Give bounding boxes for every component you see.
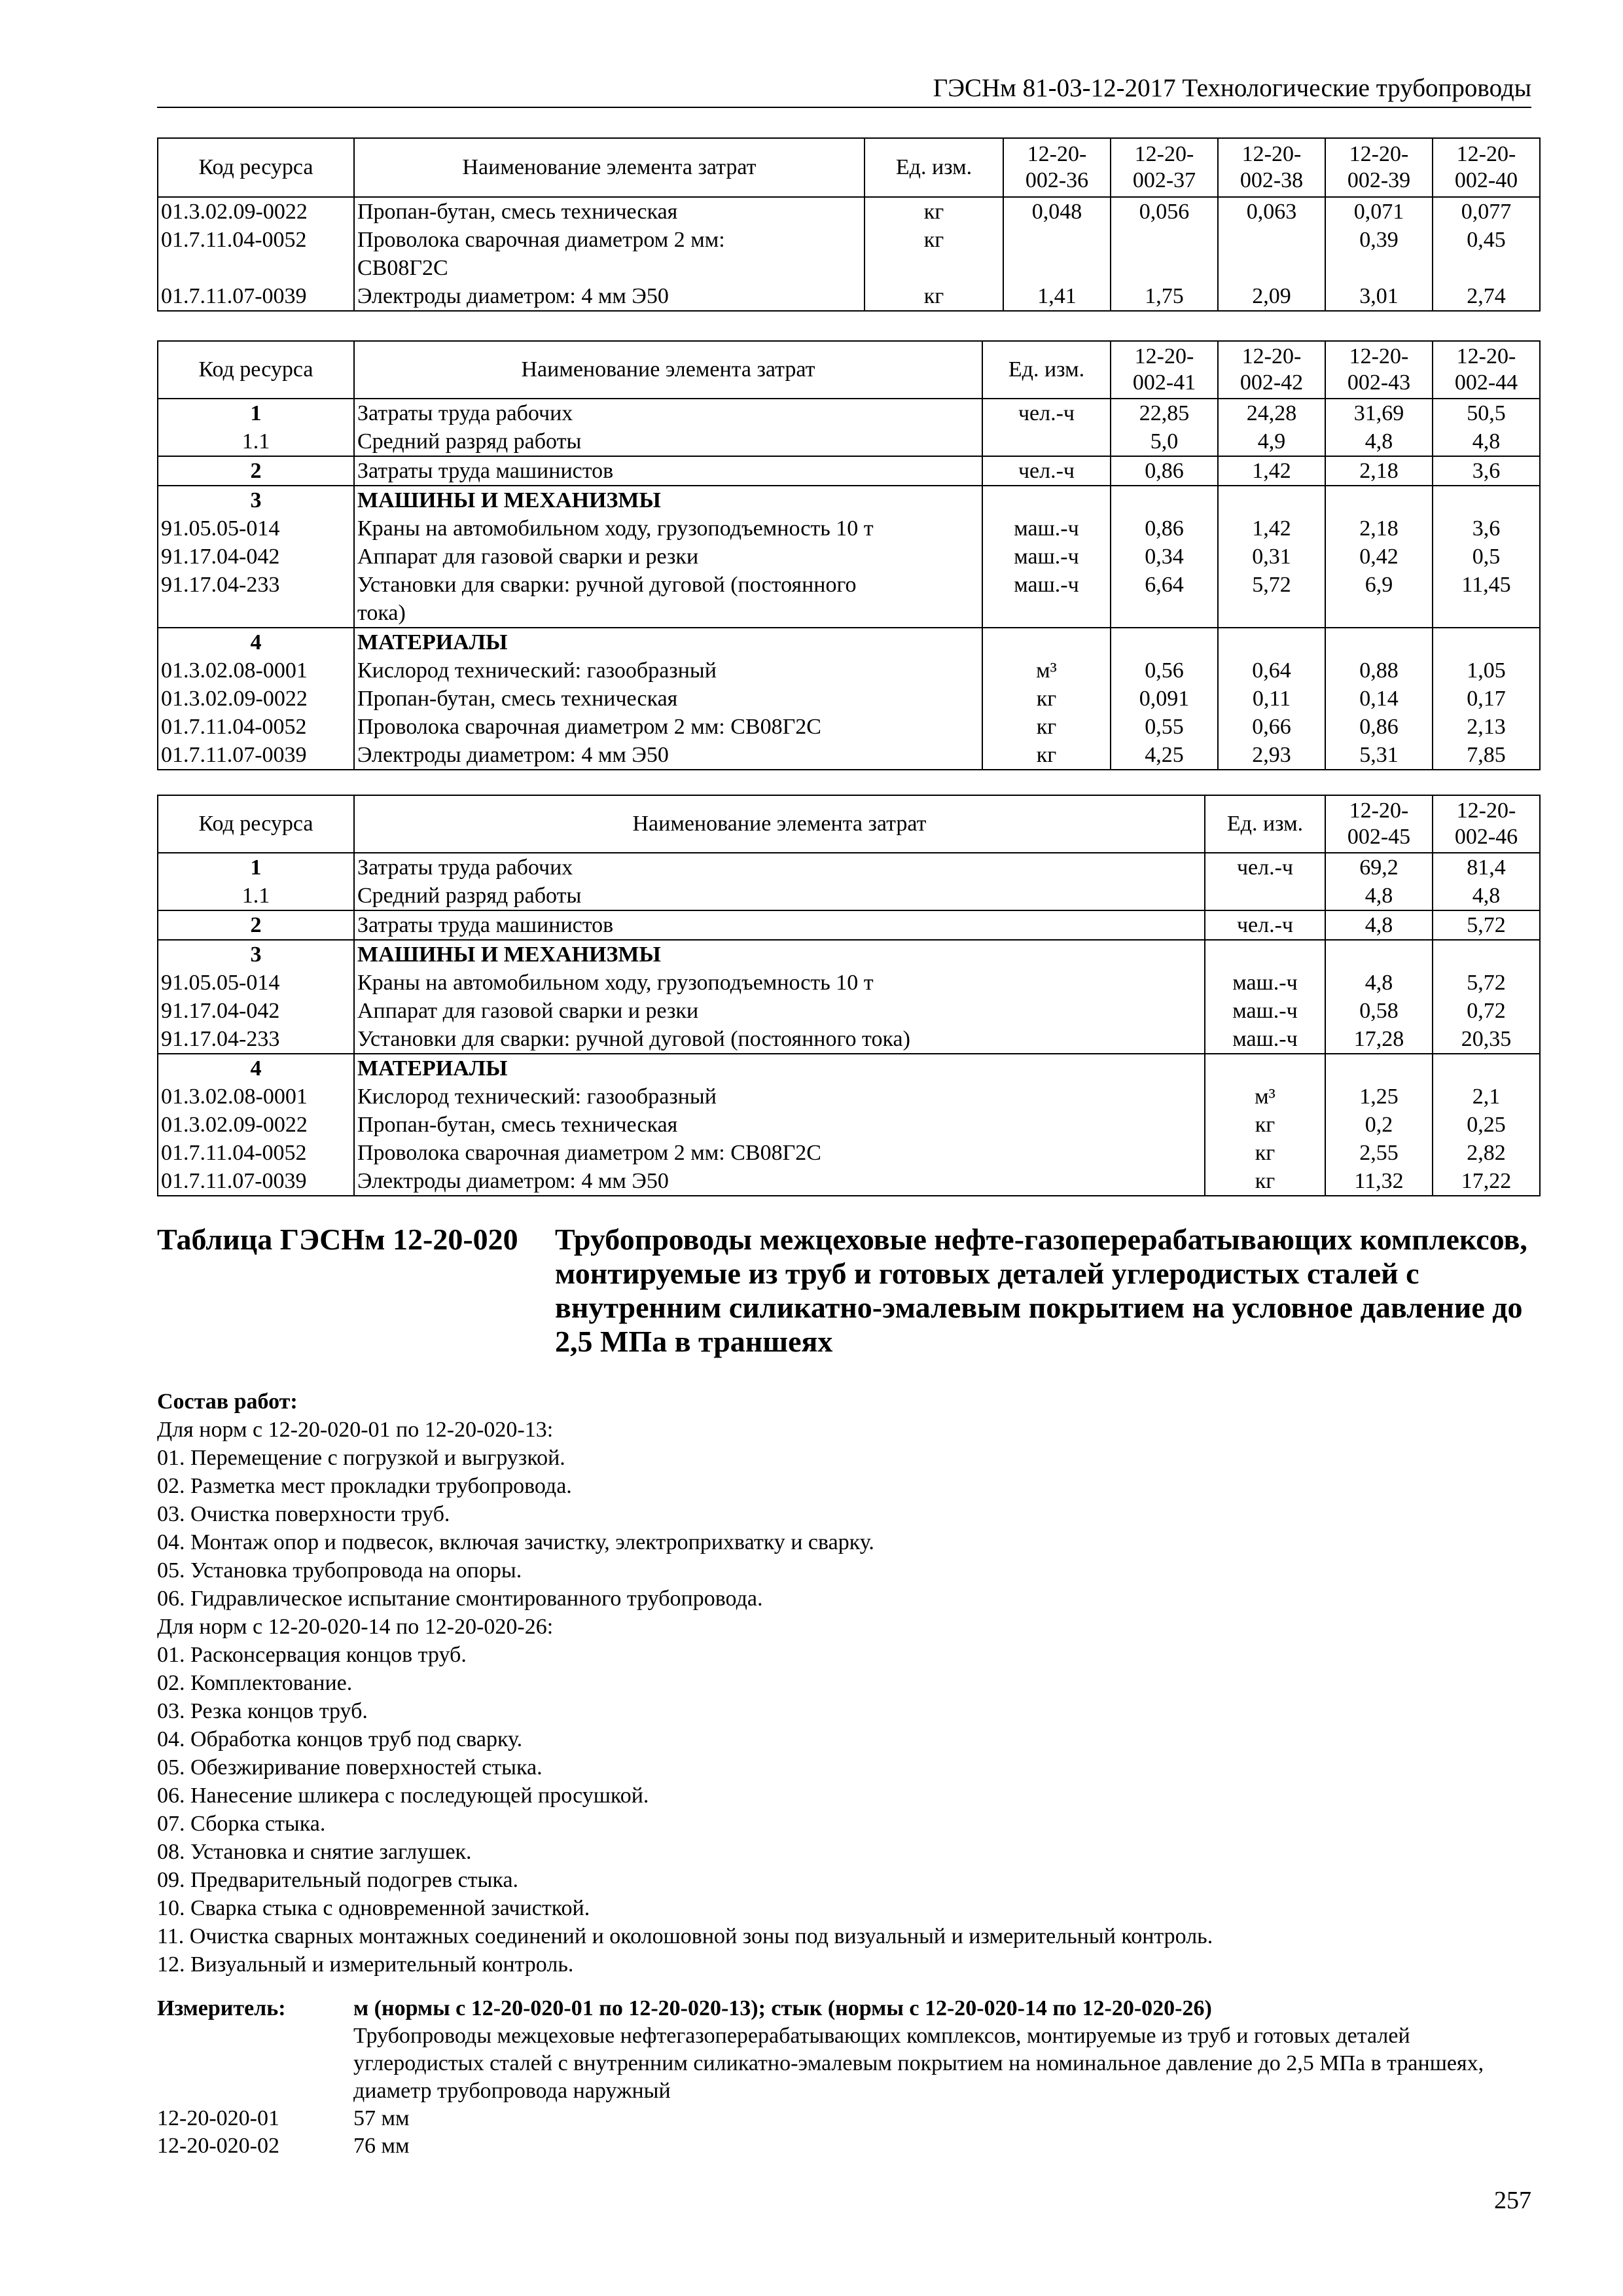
cell-code: 01.3.02.09-0022 <box>158 1111 354 1139</box>
cell-code: 2 <box>158 456 354 486</box>
table-row <box>158 486 1540 514</box>
table-row <box>158 514 1540 543</box>
work-line: 05. Установка трубопровода на опоры. <box>157 1558 522 1583</box>
col-header: 12-20- 002-41 <box>1111 341 1218 399</box>
cell-name: тока) <box>354 599 982 628</box>
cell-value: 0,091 <box>1111 685 1218 713</box>
meter-heading: м (нормы с 12-20-020-01 по 12-20-020-13); стык (нормы с 12-20-020-14 по 12-20-020-26) <box>353 1996 1212 2020</box>
work-line: 04. Монтаж опор и подвесок, включая зачистку, электроприхватку и сварку. <box>157 1530 874 1554</box>
meter-item-value: 57 мм <box>353 2106 410 2130</box>
cell-value: 3,6 <box>1433 456 1540 486</box>
cell-unit: маш.-ч <box>1205 1025 1325 1054</box>
col-header: 12-20- 002-40 <box>1433 138 1540 197</box>
cell-code: 1.1 <box>158 427 354 456</box>
cell-value <box>1433 940 1540 969</box>
col-header: Ед. изм. <box>1205 795 1325 853</box>
cell-name: Проволока сварочная диаметром 2 мм: СВ08Г2С <box>354 713 982 741</box>
col-header: 12-20- 002-39 <box>1325 138 1433 197</box>
cell-value: 1,42 <box>1218 456 1325 486</box>
cell-unit: кг <box>982 741 1111 770</box>
cell-value <box>1433 254 1540 282</box>
cell-code: 4 <box>158 628 354 656</box>
table-row <box>158 254 1540 282</box>
col-header: Наименование элемента затрат <box>354 795 1205 853</box>
table-label: Таблица ГЭСНм 12-20-020 <box>157 1223 518 1256</box>
cell-name: Электроды диаметром: 4 мм Э50 <box>354 1167 1205 1196</box>
cell-value: 6,64 <box>1111 571 1218 599</box>
cost-table-2 <box>157 340 1541 770</box>
cell-unit <box>1205 940 1325 969</box>
cell-value: 5,31 <box>1325 741 1433 770</box>
cell-value: 2,1 <box>1433 1083 1540 1111</box>
cell-unit <box>1205 882 1325 910</box>
cell-code: 01.7.11.07-0039 <box>158 282 354 311</box>
cell-value: 0,063 <box>1218 197 1325 226</box>
work-line: 01. Расконсервация концов труб. <box>157 1643 467 1667</box>
table-row <box>158 656 1540 685</box>
cell-value <box>1218 628 1325 656</box>
cell-value: 17,22 <box>1433 1167 1540 1196</box>
cell-value: 11,45 <box>1433 571 1540 599</box>
cell-unit <box>982 628 1111 656</box>
cell-value: 1,42 <box>1218 514 1325 543</box>
table-row <box>158 571 1540 599</box>
cell-code: 3 <box>158 940 354 969</box>
cell-unit: маш.-ч <box>982 543 1111 571</box>
work-composition <box>157 1388 1213 1979</box>
cell-unit <box>982 599 1111 628</box>
cell-value <box>1325 1054 1433 1083</box>
cell-value: 2,09 <box>1218 282 1325 311</box>
table-row <box>158 969 1540 997</box>
work-heading: Состав работ: <box>157 1390 298 1414</box>
cell-code: 1.1 <box>158 882 354 910</box>
cell-name: Аппарат для газовой сварки и резки <box>354 997 1205 1025</box>
work-line: 11. Очистка сварных монтажных соединений и околошовной зоны под визуальный и измерительный контроль. <box>157 1924 1213 1948</box>
table-row <box>158 1111 1540 1139</box>
cell-code: 3 <box>158 486 354 514</box>
cell-name: Кислород технический: газообразный <box>354 656 982 685</box>
cell-value <box>1218 226 1325 254</box>
table-heading: Трубопроводы межцеховые нефте-газоперерабатывающих комплексов, монтируемые из труб и готовых деталей углеродистых сталей с внутренним силикатно-эмалевым покрытием на условное давление до 2,5 МПа в траншеях <box>555 1223 1527 1358</box>
work-line: 12. Визуальный и измерительный контроль. <box>157 1952 574 1977</box>
cell-unit: маш.-ч <box>1205 969 1325 997</box>
table-row <box>158 456 1540 486</box>
cell-value: 3,01 <box>1325 282 1433 311</box>
page-number: 257 <box>1494 2187 1531 2214</box>
cell-name: МАТЕРИАЛЫ <box>354 628 982 656</box>
cell-code <box>158 599 354 628</box>
meter-item-code: 12-20-020-02 <box>157 2134 279 2158</box>
cell-value: 0,048 <box>1003 197 1111 226</box>
cell-name: МАШИНЫ И МЕХАНИЗМЫ <box>354 940 1205 969</box>
meter-item-code: 12-20-020-01 <box>157 2106 279 2130</box>
table-row <box>158 197 1540 226</box>
cell-name: Средний разряд работы <box>354 427 982 456</box>
work-line: 02. Комплектование. <box>157 1671 353 1695</box>
table-header-row <box>158 795 1540 853</box>
cell-value: 0,2 <box>1325 1111 1433 1139</box>
col-header: Код ресурса <box>158 795 354 853</box>
cell-unit: чел.-ч <box>1205 910 1325 940</box>
cell-value: 0,056 <box>1111 197 1218 226</box>
meter-label: Измеритель: <box>157 1996 286 2020</box>
cell-value <box>1111 254 1218 282</box>
cell-value <box>1111 486 1218 514</box>
cell-value: 5,0 <box>1111 427 1218 456</box>
cell-unit <box>982 427 1111 456</box>
cell-value: 4,8 <box>1433 882 1540 910</box>
cell-unit: кг <box>1205 1111 1325 1139</box>
cell-unit: кг <box>982 685 1111 713</box>
cell-unit <box>1205 1054 1325 1083</box>
cell-unit: кг <box>865 226 1003 254</box>
work-line: Для норм с 12-20-020-14 по 12-20-020-26: <box>157 1615 554 1639</box>
cell-unit: кг <box>1205 1139 1325 1167</box>
cell-name: Пропан-бутан, смесь техническая <box>354 197 865 226</box>
table-row <box>158 628 1540 656</box>
cell-name: Средний разряд работы <box>354 882 1205 910</box>
cell-code: 01.7.11.04-0052 <box>158 1139 354 1167</box>
meter-item-value: 76 мм <box>353 2134 410 2158</box>
cell-value: 0,14 <box>1325 685 1433 713</box>
cell-value: 81,4 <box>1433 853 1540 882</box>
work-line: 03. Резка концов труб. <box>157 1699 368 1723</box>
meter-description: Трубопроводы межцеховые нефтегазоперерабатывающих комплексов, монтируемые из труб и готовых деталей углеродистых сталей с внутренним силикатно-эмалевым покрытием на номинальное давление до 2,5 МПа в траншеях, диаметр трубопровода наружный <box>353 2024 1484 2103</box>
cell-value <box>1218 254 1325 282</box>
cell-code: 01.7.11.07-0039 <box>158 1167 354 1196</box>
cell-code: 01.3.02.09-0022 <box>158 685 354 713</box>
cell-unit: чел.-ч <box>982 456 1111 486</box>
cost-table-1 <box>157 137 1541 312</box>
cell-value <box>1218 486 1325 514</box>
cell-value: 0,34 <box>1111 543 1218 571</box>
col-header: Наименование элемента затрат <box>354 138 865 197</box>
cell-code: 01.3.02.09-0022 <box>158 197 354 226</box>
col-header: 12-20- 002-44 <box>1433 341 1540 399</box>
cost-table-3 <box>157 795 1541 1196</box>
cell-value: 7,85 <box>1433 741 1540 770</box>
table-row <box>158 599 1540 628</box>
col-header: 12-20- 002-46 <box>1433 795 1540 853</box>
cell-value <box>1433 486 1540 514</box>
cell-code: 91.05.05-014 <box>158 514 354 543</box>
work-line: 10. Сварка стыка с одновременной зачисткой. <box>157 1896 590 1920</box>
cell-value: 0,88 <box>1325 656 1433 685</box>
work-line: 08. Установка и снятие заглушек. <box>157 1840 472 1864</box>
col-header: 12-20- 002-43 <box>1325 341 1433 399</box>
cell-name: Электроды диаметром: 4 мм Э50 <box>354 741 982 770</box>
cell-value <box>1111 599 1218 628</box>
cell-code: 1 <box>158 853 354 882</box>
table-row <box>158 1167 1540 1196</box>
cell-value: 4,8 <box>1325 427 1433 456</box>
cell-value: 69,2 <box>1325 853 1433 882</box>
cell-value: 0,45 <box>1433 226 1540 254</box>
cell-unit: м³ <box>982 656 1111 685</box>
col-header: Код ресурса <box>158 138 354 197</box>
cell-unit <box>982 486 1111 514</box>
cell-code: 2 <box>158 910 354 940</box>
col-header: Код ресурса <box>158 341 354 399</box>
cell-value <box>1325 486 1433 514</box>
cell-value <box>1111 226 1218 254</box>
cell-value: 0,077 <box>1433 197 1540 226</box>
cell-value: 0,86 <box>1111 514 1218 543</box>
cell-value: 5,72 <box>1433 910 1540 940</box>
cell-value: 50,5 <box>1433 399 1540 427</box>
cell-value <box>1218 599 1325 628</box>
cell-code: 91.17.04-042 <box>158 543 354 571</box>
cell-unit: кг <box>982 713 1111 741</box>
cell-value: 2,18 <box>1325 456 1433 486</box>
cell-value: 4,8 <box>1433 427 1540 456</box>
cell-value: 6,9 <box>1325 571 1433 599</box>
cell-value: 0,86 <box>1325 713 1433 741</box>
col-header: 12-20- 002-38 <box>1218 138 1325 197</box>
cell-value: 2,55 <box>1325 1139 1433 1167</box>
cell-value: 1,75 <box>1111 282 1218 311</box>
work-line: 02. Разметка мест прокладки трубопровода. <box>157 1474 572 1498</box>
work-line: 05. Обезжиривание поверхностей стыка. <box>157 1755 543 1780</box>
work-line: 07. Сборка стыка. <box>157 1812 326 1836</box>
cell-name: Краны на автомобильном ходу, грузоподъемность 10 т <box>354 969 1205 997</box>
cell-value <box>1325 254 1433 282</box>
table-row <box>158 882 1540 910</box>
cell-value: 24,28 <box>1218 399 1325 427</box>
col-header: 12-20- 002-36 <box>1003 138 1111 197</box>
cell-code: 01.7.11.07-0039 <box>158 741 354 770</box>
cell-value <box>1433 628 1540 656</box>
table-row <box>158 997 1540 1025</box>
cell-name: Кислород технический: газообразный <box>354 1083 1205 1111</box>
table-row <box>158 427 1540 456</box>
cell-unit: м³ <box>1205 1083 1325 1111</box>
cell-code: 91.17.04-233 <box>158 571 354 599</box>
cell-code: 91.17.04-042 <box>158 997 354 1025</box>
cell-name: Установки для сварки: ручной дуговой (постоянного тока) <box>354 1025 1205 1054</box>
cell-name: Проволока сварочная диаметром 2 мм: <box>354 226 865 254</box>
table-row <box>158 399 1540 427</box>
work-line: 06. Гидравлическое испытание смонтированного трубопровода. <box>157 1587 763 1611</box>
cell-value: 2,82 <box>1433 1139 1540 1167</box>
cell-code: 01.3.02.08-0001 <box>158 1083 354 1111</box>
cell-value: 0,58 <box>1325 997 1433 1025</box>
cell-value: 4,25 <box>1111 741 1218 770</box>
table-row <box>158 685 1540 713</box>
cell-name: Пропан-бутан, смесь техническая <box>354 685 982 713</box>
page-header <box>157 73 1531 108</box>
cell-code: 01.7.11.04-0052 <box>158 226 354 254</box>
cell-name: СВ08Г2С <box>354 254 865 282</box>
work-line: 06. Нанесение шликера с последующей просушкой. <box>157 1784 649 1808</box>
cell-unit: маш.-ч <box>982 514 1111 543</box>
table-row <box>158 1025 1540 1054</box>
work-line: 09. Предварительный подогрев стыка. <box>157 1868 519 1892</box>
cell-value: 2,93 <box>1218 741 1325 770</box>
cell-value: 17,28 <box>1325 1025 1433 1054</box>
table-row <box>158 1054 1540 1083</box>
table-row <box>158 543 1540 571</box>
col-header: 12-20- 002-45 <box>1325 795 1433 853</box>
table-row <box>158 910 1540 940</box>
cell-code: 91.05.05-014 <box>158 969 354 997</box>
table-header-row <box>158 138 1540 197</box>
cell-code: 4 <box>158 1054 354 1083</box>
cell-value <box>1325 628 1433 656</box>
cell-value: 0,66 <box>1218 713 1325 741</box>
cell-name: Затраты труда рабочих <box>354 853 1205 882</box>
cell-value: 2,13 <box>1433 713 1540 741</box>
table-row <box>158 853 1540 882</box>
col-header: Ед. изм. <box>982 341 1111 399</box>
cell-value: 0,17 <box>1433 685 1540 713</box>
cell-value: 2,74 <box>1433 282 1540 311</box>
cell-value: 5,72 <box>1433 969 1540 997</box>
cell-value: 0,071 <box>1325 197 1433 226</box>
col-header: Ед. изм. <box>865 138 1003 197</box>
col-header: Наименование элемента затрат <box>354 341 982 399</box>
cell-name: Затраты труда рабочих <box>354 399 982 427</box>
cell-value <box>1003 254 1111 282</box>
cell-value <box>1433 1054 1540 1083</box>
cell-code <box>158 254 354 282</box>
cell-value: 31,69 <box>1325 399 1433 427</box>
cell-code: 91.17.04-233 <box>158 1025 354 1054</box>
cell-name: Затраты труда машинистов <box>354 456 982 486</box>
cell-name: Установки для сварки: ручной дуговой (постоянного <box>354 571 982 599</box>
cell-name: Проволока сварочная диаметром 2 мм: СВ08Г2С <box>354 1139 1205 1167</box>
cell-value: 0,5 <box>1433 543 1540 571</box>
cell-code: 01.3.02.08-0001 <box>158 656 354 685</box>
work-line: Для норм с 12-20-020-01 по 12-20-020-13: <box>157 1418 554 1442</box>
table-row <box>158 226 1540 254</box>
cell-value: 4,8 <box>1325 882 1433 910</box>
cell-value: 0,55 <box>1111 713 1218 741</box>
table-row <box>158 713 1540 741</box>
table-row <box>158 282 1540 311</box>
header-title: ГЭСНм 81-03-12-2017 Технологические трубопроводы <box>933 74 1531 102</box>
cell-name: Пропан-бутан, смесь техническая <box>354 1111 1205 1139</box>
cell-value: 1,25 <box>1325 1083 1433 1111</box>
cell-unit: маш.-ч <box>982 571 1111 599</box>
cell-code: 01.7.11.04-0052 <box>158 713 354 741</box>
cell-value: 0,31 <box>1218 543 1325 571</box>
cell-value: 5,72 <box>1218 571 1325 599</box>
table-row <box>158 1083 1540 1111</box>
cell-name: Краны на автомобильном ходу, грузоподъемность 10 т <box>354 514 982 543</box>
cell-code: 1 <box>158 399 354 427</box>
cell-value <box>1325 599 1433 628</box>
cell-value <box>1111 628 1218 656</box>
cell-unit: кг <box>1205 1167 1325 1196</box>
cell-value: 4,8 <box>1325 969 1433 997</box>
table-header-row <box>158 341 1540 399</box>
cell-name: Затраты труда машинистов <box>354 910 1205 940</box>
col-header: 12-20- 002-42 <box>1218 341 1325 399</box>
cell-value: 2,18 <box>1325 514 1433 543</box>
table-row <box>158 741 1540 770</box>
cell-unit <box>865 254 1003 282</box>
cell-value: 4,9 <box>1218 427 1325 456</box>
col-header: 12-20- 002-37 <box>1111 138 1218 197</box>
cell-value: 0,86 <box>1111 456 1218 486</box>
cell-value <box>1433 599 1540 628</box>
cell-value: 0,11 <box>1218 685 1325 713</box>
cell-value: 4,8 <box>1325 910 1433 940</box>
cell-name: МАТЕРИАЛЫ <box>354 1054 1205 1083</box>
cell-value: 0,72 <box>1433 997 1540 1025</box>
cell-value: 20,35 <box>1433 1025 1540 1054</box>
cell-unit: кг <box>865 282 1003 311</box>
cell-unit: кг <box>865 197 1003 226</box>
cell-value: 0,64 <box>1218 656 1325 685</box>
cell-value: 1,05 <box>1433 656 1540 685</box>
cell-value: 3,6 <box>1433 514 1540 543</box>
work-line: 03. Очистка поверхности труб. <box>157 1502 450 1526</box>
cell-value <box>1325 940 1433 969</box>
work-line: 04. Обработка концов труб под сварку. <box>157 1727 523 1751</box>
cell-unit: чел.-ч <box>1205 853 1325 882</box>
cell-value: 22,85 <box>1111 399 1218 427</box>
cell-value: 0,25 <box>1433 1111 1540 1139</box>
cell-unit: маш.-ч <box>1205 997 1325 1025</box>
cell-value: 0,42 <box>1325 543 1433 571</box>
cell-name: Электроды диаметром: 4 мм Э50 <box>354 282 865 311</box>
cell-value: 11,32 <box>1325 1167 1433 1196</box>
cell-value: 1,41 <box>1003 282 1111 311</box>
cell-value: 0,39 <box>1325 226 1433 254</box>
cell-unit: чел.-ч <box>982 399 1111 427</box>
work-line: 01. Перемещение с погрузкой и выгрузкой. <box>157 1446 565 1470</box>
table-row <box>158 1139 1540 1167</box>
cell-name: Аппарат для газовой сварки и резки <box>354 543 982 571</box>
cell-value: 0,56 <box>1111 656 1218 685</box>
cell-value <box>1003 226 1111 254</box>
cell-name: МАШИНЫ И МЕХАНИЗМЫ <box>354 486 982 514</box>
table-row <box>158 940 1540 969</box>
